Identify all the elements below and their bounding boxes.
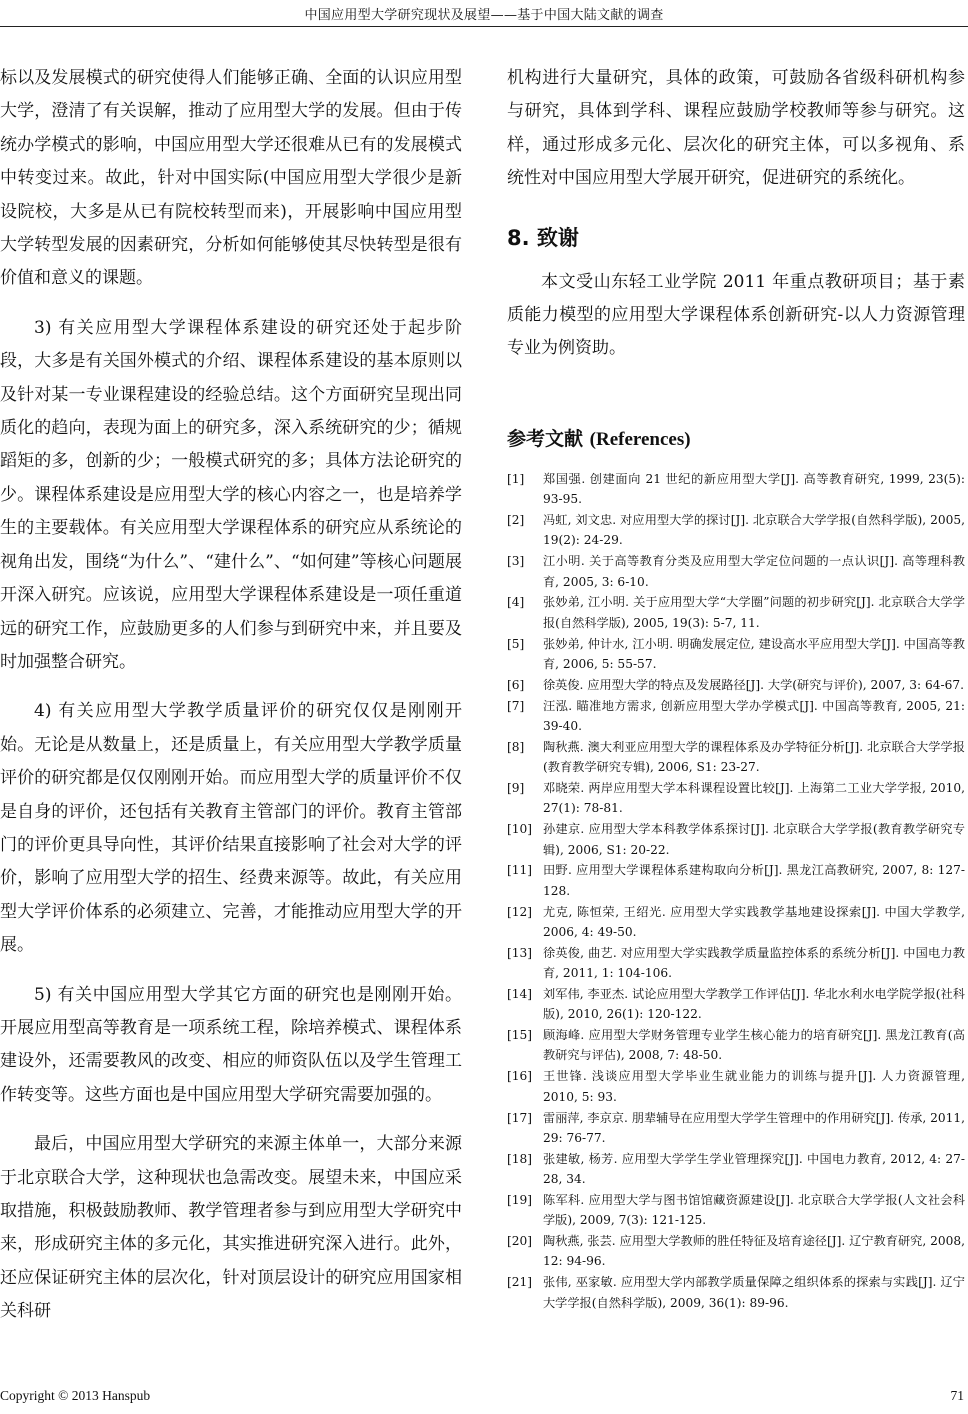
reference-number: [3] bbox=[507, 554, 525, 569]
reference-item bbox=[507, 778, 965, 819]
reference-item bbox=[507, 984, 965, 1025]
reference-text: 顾海峰. 应用型大学财务管理专业学生核心能力的培育研究[J]. 黑龙江教育(高教研究与评估), 2008, 7: 48-50. bbox=[543, 1028, 965, 1063]
reference-text: 郑国强. 创建面向 21 世纪的新应用型大学[J]. 高等教育研究, 1999, 23(5): 93-95. bbox=[543, 471, 965, 507]
reference-text: 田野. 应用型大学课程体系建构取向分析[J]. 黑龙江高教研究, 2007, 8: 127-128. bbox=[543, 863, 965, 898]
references-heading-en: (References) bbox=[589, 428, 691, 450]
reference-item bbox=[507, 902, 965, 943]
references-heading-cn: 参考文献 bbox=[507, 427, 584, 450]
reference-number: [13] bbox=[507, 945, 533, 960]
acknowledgement-heading: 8. 致谢 bbox=[507, 225, 579, 250]
body-paragraph-2: 3) 有关应用型大学课程体系建设的研究还处于起步阶段，大多是有关国外模式的介绍、课程体系建设的基本原则以及针对某一专业课程建设的经验总结。这个方面研究呈现出同质化的趋向，表现为面上的研究多，深入系统研究的少；循规蹈矩的多，创新的少；一般模式研究的多；具体方法论研究的少。课程体系建设是应用型大学的核心内容之一，也是培养学生的主要载体。有关应用型大学课程体系的研究应从系统论的视角出发，围绕“为什么”、“建什么”、“如何建”等核心问题展开深入研究。应该说，应用型大学课程体系建设是一项任重道远的研究工作，应鼓励更多的人们参与到研究中来，并且要及时加强整合研究。 bbox=[0, 317, 462, 672]
body-paragraph-5: 最后，中国应用型大学研究的来源主体单一，大部分来源于北京联合大学，这种现状也急需改变。展望未来，中国应采取措施，积极鼓励教师、教学管理者参与到应用型大学研究中来，形成研究主体的多元化，其实推进研究深入进行。此外，还应保证研究主体的层次化，针对顶层设计的研究应用国家相关科研 bbox=[0, 1134, 462, 1322]
reference-number: [14] bbox=[507, 986, 533, 1001]
reference-item bbox=[507, 819, 965, 860]
reference-text: 徐英俊, 曲艺. 对应用型大学实践教学质量监控体系的系统分析[J]. 中国电力教育, 2011, 1: 104-106. bbox=[543, 945, 965, 981]
reference-item bbox=[507, 592, 965, 633]
reference-number: [1] bbox=[507, 471, 525, 486]
reference-number: [15] bbox=[507, 1028, 533, 1043]
body-paragraph-1: 标以及发展模式的研究使得人们能够正确、全面的认识应用型大学，澄清了有关误解，推动了应用型大学的发展。但由于传统办学模式的影响，中国应用型大学还很难从已有的发展模式中转变过来。故此，针对中国实际(中国应用型大学很少是新设院校，大多是从已有院校转型而来)，开展影响中国应用型大学转型发展的因素研究，分析如何能够使其尽快转型是很有价值和意义的课题。 bbox=[0, 68, 462, 289]
reference-number: [12] bbox=[507, 904, 533, 919]
reference-item bbox=[507, 737, 965, 778]
reference-item bbox=[507, 1066, 965, 1107]
copyright-notice: Copyright © 2013 Hanspub bbox=[0, 1388, 151, 1403]
reference-number: [9] bbox=[507, 781, 525, 796]
reference-number: [17] bbox=[507, 1110, 533, 1125]
reference-number: [10] bbox=[507, 822, 533, 837]
right-column bbox=[507, 62, 965, 1313]
reference-number: [2] bbox=[507, 513, 525, 528]
reference-text: 尤克, 陈恒荣, 王绍光. 应用型大学实践教学基地建设探索[J]. 中国大学教学, 2006, 4: 49-50. bbox=[543, 904, 965, 939]
continuation-paragraph: 机构进行大量研究，具体的政策，可鼓励各省级科研机构参与研究，具体到学科、课程应鼓励学校教师等参与研究。这样，通过形成多元化、层次化的研究主体，可以多视角、系统性对中国应用型大学展开研究，促进研究的系统化。 bbox=[507, 68, 965, 189]
reference-item bbox=[507, 1190, 965, 1231]
reference-number: [7] bbox=[507, 698, 525, 713]
reference-list bbox=[507, 469, 965, 1313]
reference-text: 陈军科. 应用型大学与图书馆馆藏资源建设[J]. 北京联合大学学报(人文社会科学版), 2009, 7(3): 121-125. bbox=[543, 1192, 965, 1228]
reference-item bbox=[507, 1272, 965, 1313]
reference-text: 冯虹, 刘文忠. 对应用型大学的探讨[J]. 北京联合大学学报(自然科学版), 2005, 19(2): 24-29. bbox=[543, 513, 965, 548]
reference-item bbox=[507, 943, 965, 984]
reference-item bbox=[507, 634, 965, 675]
reference-text: 张伟, 巫家敏. 应用型大学内部教学质量保障之组织体系的探索与实践[J]. 辽宁大学学报(自然科学版), 2009, 36(1): 89-96. bbox=[543, 1275, 965, 1310]
reference-text: 江小明. 关于高等教育分类及应用型大学定位问题的一点认识[J]. 高等理科教育, 2005, 3: 6-10. bbox=[543, 554, 965, 589]
reference-text: 孙建京. 应用型大学本科教学体系探讨[J]. 北京联合大学学报(教育教学研究专辑), 2006, S1: 20-22. bbox=[543, 822, 965, 857]
reference-number: [21] bbox=[507, 1275, 533, 1290]
reference-text: 雷丽萍, 李京京. 朋辈辅导在应用型大学学生管理中的作用研究[J]. 传承, 2011, 29: 76-77. bbox=[543, 1110, 965, 1145]
reference-item bbox=[507, 696, 965, 737]
reference-item bbox=[507, 469, 965, 510]
reference-text: 陶秋燕. 澳大利亚应用型大学的课程体系及办学特征分析[J]. 北京联合大学学报(教育教学研究专辑), 2006, S1: 23-27. bbox=[543, 739, 965, 775]
reference-item bbox=[507, 1108, 965, 1149]
reference-item bbox=[507, 1149, 965, 1190]
reference-item bbox=[507, 675, 965, 695]
left-column bbox=[0, 62, 462, 1329]
reference-number: [11] bbox=[507, 863, 533, 878]
reference-number: [20] bbox=[507, 1234, 533, 1249]
body-paragraph-4: 5) 有关中国应用型大学其它方面的研究也是刚刚开始。开展应用型高等教育是一项系统工程，除培养模式、课程体系建设外，还需要教风的改变、相应的师资队伍以及学生管理工作转变等。这些方面也是中国应用型大学研究需要加强的。 bbox=[0, 984, 462, 1105]
reference-item bbox=[507, 1231, 965, 1272]
reference-item bbox=[507, 860, 965, 901]
header-divider bbox=[0, 26, 968, 27]
reference-item bbox=[507, 510, 965, 551]
references-heading bbox=[507, 424, 965, 451]
acknowledgement-text: 本文受山东轻工业学院 2011 年重点教研项目；基于素质能力模型的应用型大学课程体系创新研究-以人力资源管理专业为例资助。 bbox=[507, 271, 965, 359]
page-number: 71 bbox=[950, 1388, 964, 1403]
reference-text: 张妙弟, 仲计水, 江小明. 明确发展定位, 建设高水平应用型大学[J]. 中国高等教育, 2006, 5: 55-57. bbox=[543, 636, 965, 671]
reference-text: 张建敏, 杨芳. 应用型大学学生学业管理探究[J]. 中国电力教育, 2012, 4: 27-28, 34. bbox=[543, 1151, 965, 1187]
running-header: 中国应用型大学研究现状及展望——基于中国大陆文献的调查 bbox=[304, 8, 664, 23]
reference-text: 刘军伟, 李亚杰. 试论应用型大学教学工作评估[J]. 华北水利水电学院学报(社科版), 2010, 26(1): 120-122. bbox=[543, 986, 965, 1022]
reference-item bbox=[507, 1025, 965, 1066]
reference-number: [6] bbox=[507, 677, 525, 692]
reference-number: [8] bbox=[507, 739, 525, 754]
reference-text: 徐英俊. 应用型大学的特点及发展路径[J]. 大学(研究与评价), 2007, 3: 64-67. bbox=[543, 677, 964, 692]
reference-text: 邓晓荣. 两岸应用型大学本科课程设置比较[J]. 上海第二工业大学学报, 2010, 27(1): 78-81. bbox=[543, 781, 965, 816]
body-paragraph-3: 4) 有关应用型大学教学质量评价的研究仅仅是刚刚开始。无论是从数量上，还是质量上，有关应用型大学教学质量评价的研究都是仅仅刚刚开始。而应用型大学的质量评价不仅是自身的评价，还包括有关教育主管部门的评价。教育主管部门的评价更具导向性，其评价结果直接影响了社会对大学的评价，影响了应用型大学的招生、经费来源等。故此，有关应用型大学评价体系的必须建立、完善，才能推动应用型大学的开展。 bbox=[0, 701, 462, 956]
reference-number: [4] bbox=[507, 595, 525, 610]
reference-text: 汪泓. 瞄准地方需求, 创新应用型大学办学模式[J]. 中国高等教育, 2005, 21: 39-40. bbox=[543, 698, 965, 733]
reference-number: [5] bbox=[507, 636, 525, 651]
reference-text: 陶秋燕, 张芸. 应用型大学教师的胜任特征及培育途径[J]. 辽宁教育研究, 2008, 12: 94-96. bbox=[543, 1234, 965, 1269]
reference-number: [19] bbox=[507, 1192, 533, 1207]
reference-text: 王世锋. 浅谈应用型大学毕业生就业能力的训练与提升[J]. 人力资源管理, 2010, 5: 93. bbox=[543, 1069, 965, 1104]
reference-item bbox=[507, 551, 965, 592]
reference-number: [16] bbox=[507, 1069, 533, 1084]
reference-text: 张妙弟, 江小明. 关于应用型大学“大学圈”问题的初步研究[J]. 北京联合大学学报(自然科学版), 2005, 19(3): 5-7, 11. bbox=[543, 595, 965, 630]
reference-number: [18] bbox=[507, 1151, 533, 1166]
